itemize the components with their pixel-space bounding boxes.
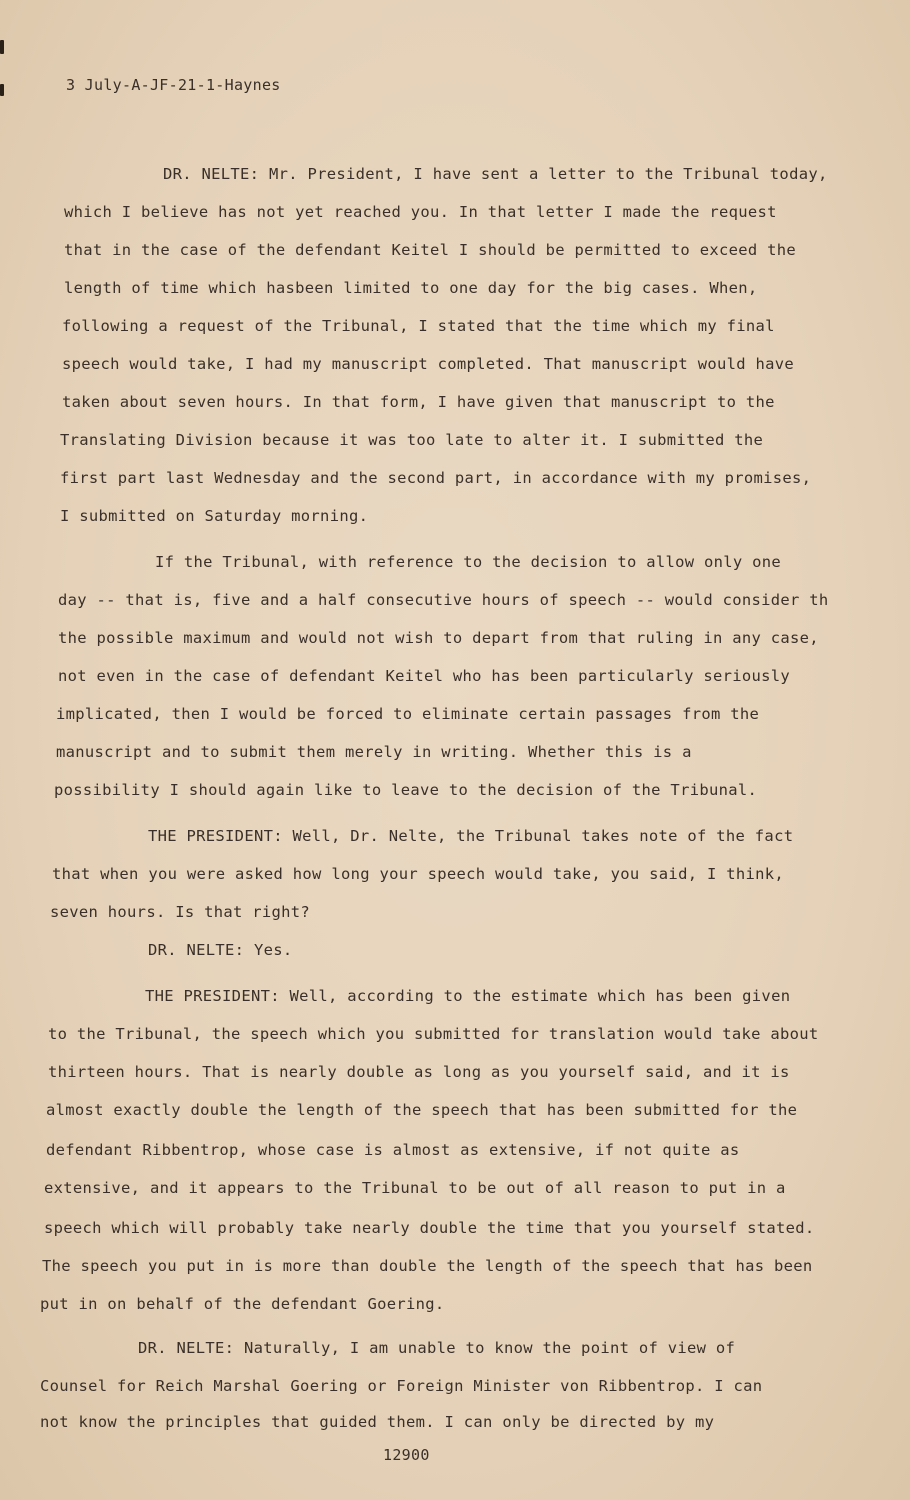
text-line: Counsel for Reich Marshal Goering or Foreign Minister von Ribbentrop. I can <box>40 1377 763 1395</box>
text-line: not even in the case of defendant Keitel who has been particularly seriously <box>58 667 791 685</box>
text-line: Translating Division because it was too late to alter it. I submitted the <box>60 431 764 449</box>
page-header: 3 July-A-JF-21-1-Haynes <box>66 76 281 94</box>
text-line: DR. NELTE: Yes. <box>148 941 293 959</box>
text-line: possibility I should again like to leave to the decision of the Tribunal. <box>54 781 758 799</box>
text-line: day -- that is, five and a half consecutive hours of speech -- would consider th <box>58 591 829 609</box>
text-line: following a request of the Tribunal, I stated that the time which my final <box>62 317 775 335</box>
text-line: that in the case of the defendant Keitel I should be permitted to exceed the <box>64 241 797 259</box>
text-line: manuscript and to submit them merely in writing. Whether this is a <box>56 743 692 761</box>
text-line: first part last Wednesday and the second part, in accordance with my promises, <box>60 469 812 487</box>
text-line: that when you were asked how long your speech would take, you said, I think, <box>52 865 785 883</box>
text-line: almost exactly double the length of the speech that has been submitted for the <box>46 1101 798 1119</box>
text-line: implicated, then I would be forced to eliminate certain passages from the <box>56 705 760 723</box>
text-line: DR. NELTE: Mr. President, I have sent a letter to the Tribunal today, <box>163 165 828 183</box>
text-line: the possible maximum and would not wish to depart from that ruling in any case, <box>58 629 819 647</box>
text-line: I submitted on Saturday morning. <box>60 507 369 525</box>
text-line: If the Tribunal, with reference to the decision to allow only one <box>155 553 782 571</box>
text-line: extensive, and it appears to the Tribunal to be out of all reason to put in a <box>44 1179 786 1197</box>
text-line: defendant Ribbentrop, whose case is almost as extensive, if not quite as <box>46 1141 740 1159</box>
text-line: to the Tribunal, the speech which you submitted for translation would take about <box>48 1025 819 1043</box>
text-line: THE PRESIDENT: Well, according to the estimate which has been given <box>145 987 791 1005</box>
text-line: not know the principles that guided them. I can only be directed by my <box>40 1413 715 1431</box>
text-line: THE PRESIDENT: Well, Dr. Nelte, the Tribunal takes note of the fact <box>148 827 794 845</box>
text-line: seven hours. Is that right? <box>50 903 311 921</box>
text-line: thirteen hours. That is nearly double as long as you yourself said, and it is <box>48 1063 790 1081</box>
text-line: put in on behalf of the defendant Goering. <box>40 1295 445 1313</box>
text-line: The speech you put in is more than double the length of the speech that has been <box>42 1257 813 1275</box>
text-line: taken about seven hours. In that form, I have given that manuscript to the <box>62 393 775 411</box>
text-line: speech which will probably take nearly double the time that you yourself stated. <box>44 1219 815 1237</box>
text-line: which I believe has not yet reached you. In that letter I made the request <box>64 203 777 221</box>
page-number: 12900 <box>383 1446 430 1464</box>
text-line: DR. NELTE: Naturally, I am unable to know the point of view of <box>138 1339 736 1357</box>
edge-mark <box>0 84 4 96</box>
text-line: speech would take, I had my manuscript completed. That manuscript would have <box>62 355 795 373</box>
edge-mark <box>0 40 4 54</box>
text-line: length of time which hasbeen limited to one day for the big cases. When, <box>64 279 758 297</box>
